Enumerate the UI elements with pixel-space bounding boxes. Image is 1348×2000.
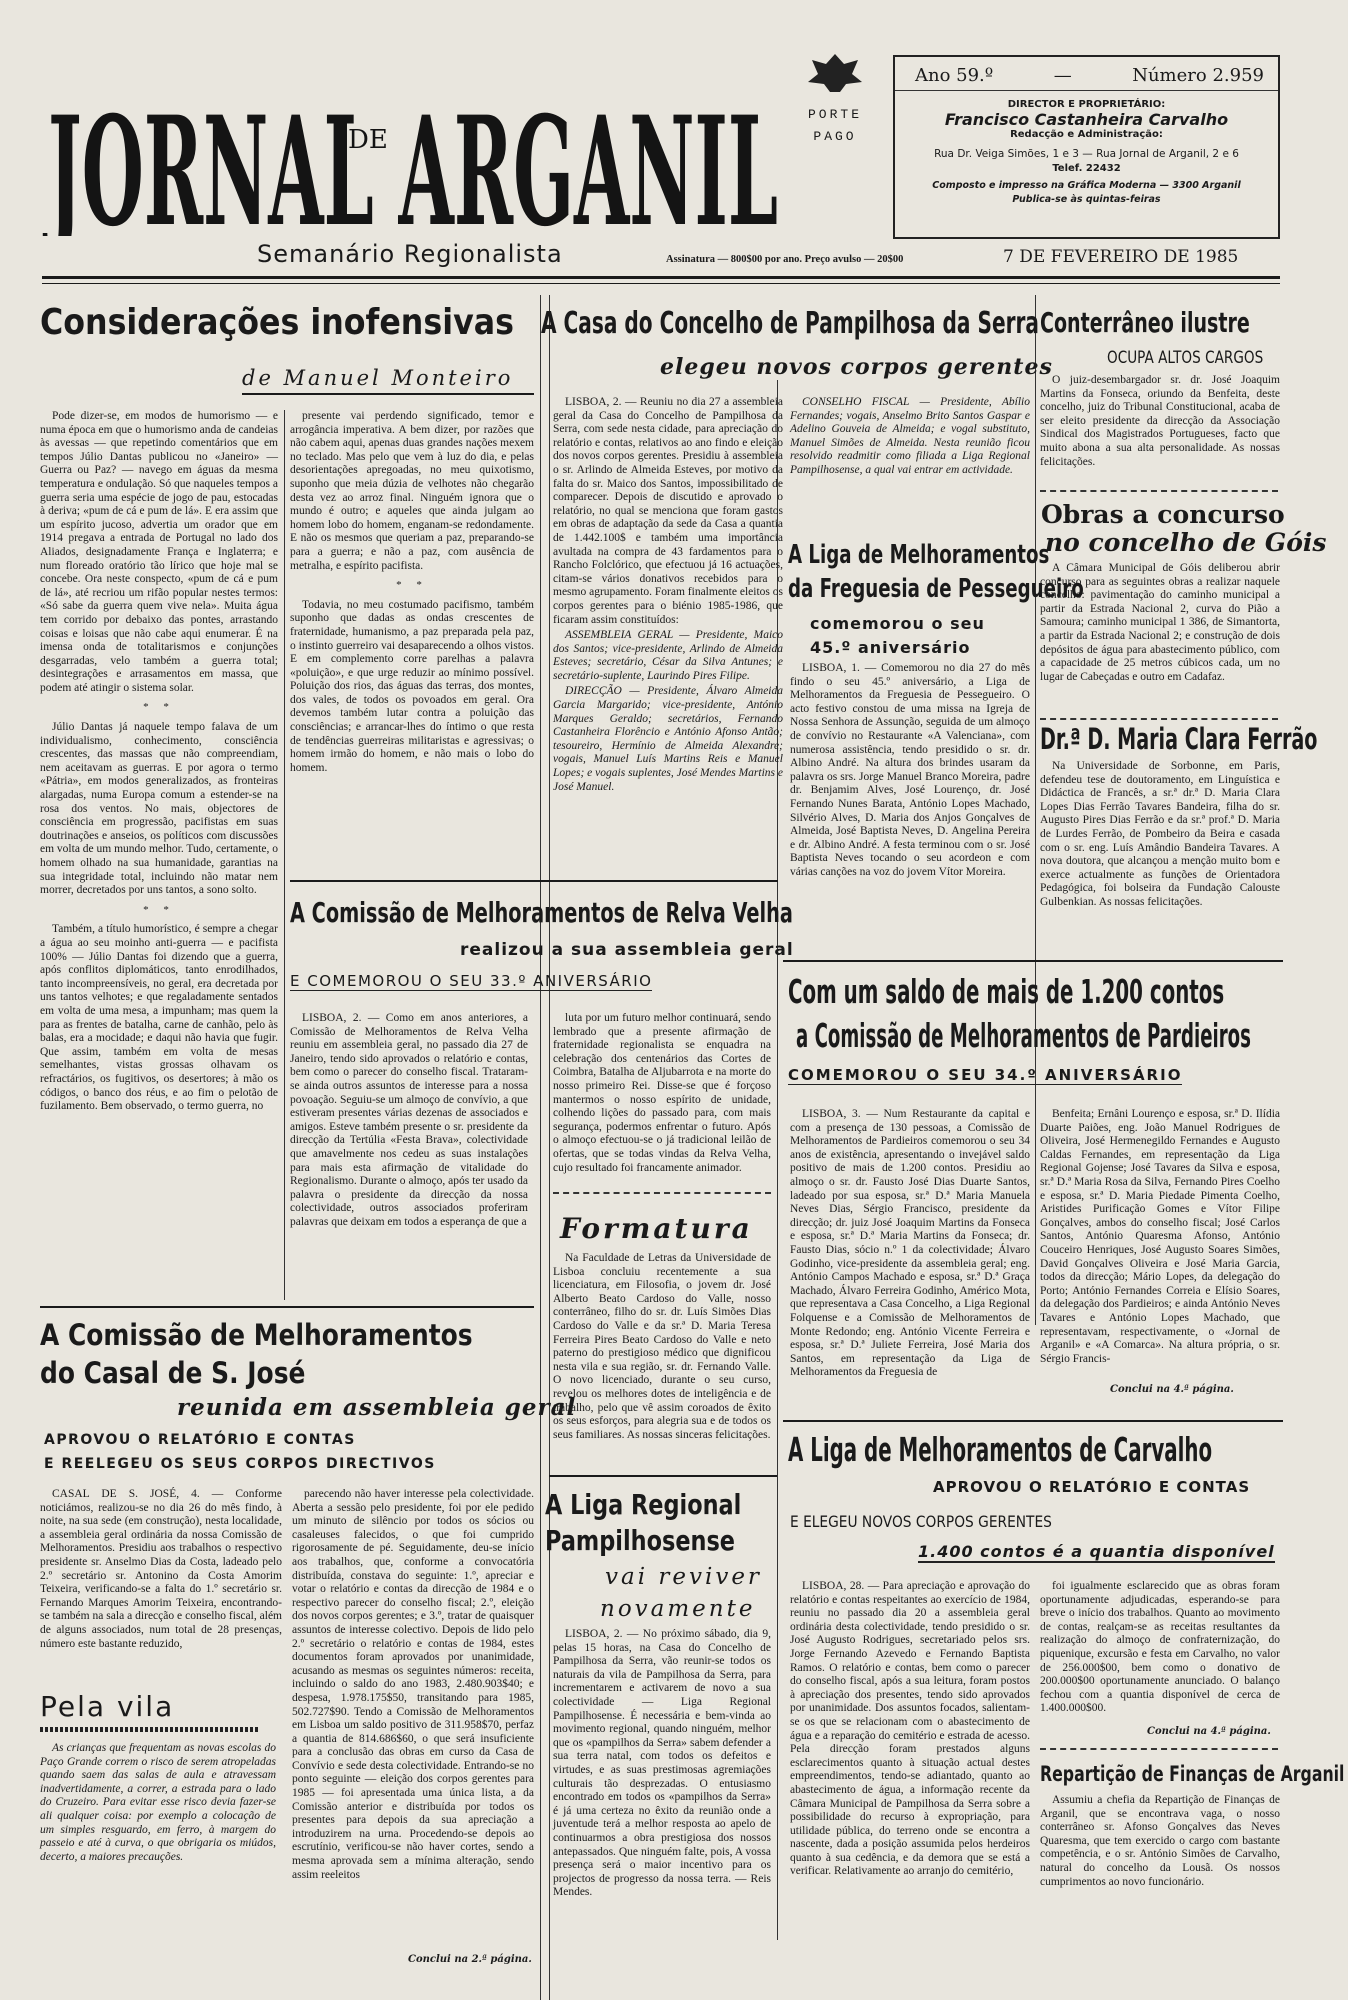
headline-relva: A Comissão de Melhoramentos de Relva Velha bbox=[290, 896, 793, 929]
subhead-casal: reunida em assembleia geral bbox=[177, 1394, 577, 1421]
crest-icon bbox=[800, 50, 870, 94]
masthead-subtitle: Semanário Regionalista bbox=[257, 240, 563, 268]
section-rule bbox=[783, 960, 1283, 962]
article-text: Assumiu a chefia da Repartição de Finanças de Arganil, que se encontrava vaga, o nosso conterrâneo sr. Afonso Gonçalves das Neves Quaresma, que tem exercido o cargo com bastante competência, e o sr. António Simões de Carvalho, natural do concelho da Lousã. Os nossos cumprimentos ao novo funcionário. bbox=[1040, 1794, 1280, 1888]
subhead-casal-3: E REELEGEU OS SEUS CORPOS DIRECTIVOS bbox=[44, 1456, 436, 1472]
relva-col2 bbox=[553, 1012, 771, 1177]
article-text: As crianças que frequentam as novas escolas do Paço Grande correm o risco de serem atropeladas quando saem das salas de aula e atravessam inadvertidamente, a correr, a estrada para o lado do Cruzeiro. Para evitar esse risco devia fazer-se ali qualquer coisa: por exemplo a colocação de um simples resguardo, em ferro, à margem do passeio e até à curva, o que obrigaria os miúdos, decerto, a maiores precauções. bbox=[40, 1742, 276, 1863]
subhead-relva-2: E COMEMOROU O SEU 33.º ANIVERSÁRIO bbox=[290, 972, 653, 990]
article-text: LISBOA, 3. — Num Restaurante da capital e com a presença de 130 pessoas, a Comissão de Melhoramentos de Pardieiros comemorou o seu 34 anos de existência, apresentando o invejável saldo positivo de mais de 1.200 contos. Presidiu ao almoço o sr. dr. Fausto José Dias Duarte Santos, ladeado por sua esposa, sr.ª D.ª Maria Manuela Neves Dias, Sérgio Francisco, presidente da direcção; dr. juiz José Joaquim Martins da Fonseca e esposa, sr.ª D.ª Maria Martins da Fonseca; dr. Fausto Dias, sócio n.º 1 da colectividade; Álvaro Godinho, vice-presidente da assembleia geral; eng. António Campos Machado e esposa, sr.ª D.ª Graça Machado, Álvaro Ferreira Godinho, Américo Mota, que representava a Casa Concelho, a Liga Regional Folquense e a Comissão de Melhoramentos de Monte Redondo; eng. António Vicente Ferreira e esposa, sr.ª D.ª Juliete Ferreira, José Maria dos Santos, em representação da Liga de Melhoramentos da Freguesia de bbox=[790, 1108, 1030, 1379]
headline-obras: Obras a concurso bbox=[1041, 500, 1285, 529]
subhead-liga-pampilhosense-2: novamente bbox=[600, 1596, 756, 1622]
redacao-label: Redacção e Administração: bbox=[1010, 129, 1163, 140]
article-text: A Câmara Municipal de Góis deliberou abrir concurso para as seguintes obras a realizar naquele concelho: pavimentação do caminho municipal a partir da Estrada Nacional 2, curva do Pião a Samoura; caminho municipal 1 386, de Simantorta, a partir da Estrada Nacional 2; e construção de dois depósitos de água para abastecimento público, com a capacidade de 25 metros cúbicos cada, um no lugar de Cabeçadas e outro em Cadafaz. bbox=[1040, 562, 1280, 683]
svg-text:DE: DE bbox=[348, 125, 388, 155]
svg-text:JORNAL ARGANIL: JORNAL ARGANIL bbox=[42, 84, 778, 236]
headline-formatura: Formatura bbox=[560, 1212, 753, 1245]
pela-vila-rule bbox=[40, 1727, 260, 1732]
headline-casal-2: do Casal de S. José bbox=[40, 1356, 306, 1390]
subhead-carvalho-1: APROVOU O RELATÓRIO E CONTAS bbox=[933, 1478, 1251, 1496]
pessegueiro-body bbox=[790, 662, 1030, 882]
subhead-pessegueiro: comemorou o seu 45.º aniversário bbox=[810, 614, 985, 657]
pela-vila-box bbox=[40, 1690, 282, 1960]
masthead-rule-thin bbox=[42, 283, 1280, 284]
article-text: foi igualmente esclarecido que as obras foram oportunamente adjudicadas, esperando-se para breve o início dos trabalhos. Quanto ao movimento de contas, realçam-se as receitas resultantes da realização do almoço de confraternização, do piquenique, excursão e festa em Carvalho, no valor de 256.000$00, bem como o donativo de 200.000$00 oportunamente anunciado. O balanço fechou com a quantia disponível de cerca de 1.400.000$00. bbox=[1040, 1580, 1280, 1715]
pardieiros-col2 bbox=[1040, 1108, 1280, 1368]
consideracoes-col2: presente vai perdendo significado, temor e arrogância imperativa. A bem dizer, por razões que não cabem aqui, apenas duas grandes nações mexem no teclado. Mas pelo que vem à luz do dia, e pelas desorientações apregoadas, no meu quixotismo, suponho que meia dúzia de velhotes não chegarão desta vez ao arroz final. Ninguém ignora que o mundo é outro; e aqueles que ainda julgam ao homem lobo do homem, enganam-se redondamente. E não os mesmos que queriam a paz, preparando-se para a guerra; e não a paz, com ausência de metralha, e espírito pacifista. * * Todavia, no meu costumado pacifismo, também suponho que dadas as ondas crescentes de fraternidade, humanismo, a paz preparada pela paz, o instinto guerreiro vai desaparecendo a olhos vistos. E em complemento corre parelhas a palavra «poluição», e que urge reduzir ao mínimo possível. Poluição dos rios, das águas das terras, dos montes, dos vales, de todos os povoados em geral. Ora devemos também lutar contra a poluição das consciências; e arrancar-lhes do íntimo o que resta de tendências guerreiras militaristas e agressivas; o homem irmão do homem, e não mais o lobo do homem. bbox=[290, 410, 534, 774]
section-rule bbox=[549, 1475, 777, 1477]
casal-col2 bbox=[292, 1488, 534, 1884]
subhead-liga-pampilhosense-1: vai reviver bbox=[605, 1564, 762, 1590]
casal-col1 bbox=[40, 1488, 282, 1653]
ferrao-body bbox=[1040, 760, 1280, 912]
carvalho-col1 bbox=[790, 1580, 1030, 1881]
pardieiros-col1 bbox=[790, 1108, 1030, 1382]
headline-ferrao: Dr.ª D. Maria Clara Ferrão bbox=[1040, 722, 1318, 756]
article-text: LISBOA, 2. — No próximo sábado, dia 9, pelas 15 horas, na Casa do Concelho de Pampilhosa da Serra, vão reunir-se todos os naturais da vila de Pampilhosa da Serra, para incrementarem e activarem de novo a sua colectividade — Liga Regional Pampilhosense. É necessária e bem-vinda ao movimento regional, quando ninguém, melhor que os «pampilhos da Serra» sabem defender a sua terra natal, com todos os defeitos e virtudes, e as suas prestimosas agremiações culturais tão desprezadas. O entusiasmo encontrado em todos os «pampilhos da Serra» é já uma certeza no êxito da reunião onde a juventude terá a melhor resposta ao apelo de continuarmos a obra prestigiosa dos nossos antepassados. Que ninguém falte, pois, A vossa presença será o maior incentivo para os projectos de progresso da nossa terra. — Reis Mendes. bbox=[553, 1628, 771, 1899]
headline-pessegueiro-2: da Freguesia de Pessegueiro bbox=[788, 574, 1084, 604]
article-text: Todavia, no meu costumado pacifismo, também suponho que dadas as ondas crescentes de fraternidade, humanismo, a paz preparada pela paz, o instinto guerreiro vai desaparecendo a olhos vistos. E em complemento corre parelhas a palavra «poluição», e que urge reduzir ao mínimo possível. Poluição dos rios, das águas das terras, dos montes, dos vales, de todos os povoados em geral. Ora devemos também lutar contra a poluição das consciências; e arrancar-lhes do íntimo o que resta de tendências guerreiras militaristas e agressivas; o homem irmão do homem, e não mais o lobo do homem. bbox=[290, 598, 534, 774]
headline-consideracoes: Considerações inofensivas bbox=[40, 302, 514, 343]
director-name: Francisco Castanheira Carvalho bbox=[944, 110, 1229, 129]
headline-liga-pampilhosense-2: Pampilhosense bbox=[545, 1524, 735, 1557]
divider bbox=[553, 1192, 771, 1194]
divider bbox=[1040, 490, 1278, 492]
masthead-logo bbox=[40, 46, 785, 236]
issue-date: 7 DE FEVEREIRO DE 1985 bbox=[1003, 247, 1239, 267]
financas-body bbox=[1040, 1794, 1280, 1891]
article-text: Benfeita; Ernâni Lourenço e esposa, sr.ª D. Ilídia Duarte Paiões, eng. João Manuel Rodrigues de Oliveira, José Hermenegildo Fernandes e Augusto Caldas Fernandes, em representação da Liga Regional Gojense; José Tavares da Silva e esposa, sr.ª D.ª Maria Rosa da Silva, Fernando Pires Coelho e esposa, sr.ª D. Maria Piedade Pimenta Coelho, Aristides Purificação Gomes e Vítor Filipe Gonçalves, ambos do conselho fiscal; José Carlos Santos, António Quaresma Afonso, António Couceiro Henriques, José Augusto Soares Simões, David Gonçalves Oliveira e José Maria Garcia, todos da direcção; Mário Lopes, da delegação do Porto; António Fernandes Correia e Elísio Soares, da delegação dos Pardieiros; e ainda António Neves Tavares e António Lopes Machado, que representavam, respectivamente, o «Jornal de Arganil» e «A Comarca». Na altura própria, o sr. Sérgio Francis- bbox=[1040, 1108, 1280, 1365]
pampilhosa-col2 bbox=[790, 396, 1030, 480]
porte-pago-badge bbox=[800, 50, 870, 160]
divider bbox=[1040, 1748, 1278, 1750]
section-rule bbox=[290, 880, 778, 882]
column-rule bbox=[549, 295, 550, 2000]
column-rule bbox=[1035, 295, 1036, 1325]
byline-rule bbox=[242, 393, 534, 395]
carvalho-col2 bbox=[1040, 1580, 1280, 1718]
pampilhosa-col1 bbox=[553, 396, 783, 796]
telef-line: Telef. 22432 bbox=[1052, 163, 1121, 174]
subhead-obras: no concelho de Góis bbox=[1045, 528, 1327, 557]
pardieiros-continua: Conclui na 4.ª página. bbox=[1110, 1384, 1234, 1395]
section-rule bbox=[783, 1420, 1283, 1422]
headline-pardieiros-2: a Comissão de Melhoramentos de Pardieiros bbox=[796, 1016, 1251, 1055]
article-text: DIRECÇÃO — Presidente, Álvaro Almeida Garcia Margarido; vice-presidente, António Marques Geraldo; secretários, Fernando Castanheira Florêncio e António Afonso Antão; tesoureiro, Hermínio de Almeida Alexandre; vogais, Manuel Luís Martins Reis e Manuel Lopes; e vogais suplentes, José Mendes Martins e José Manuel. bbox=[553, 685, 783, 793]
headline-pardieiros-1: Com um saldo de mais de 1.200 contos bbox=[788, 972, 1225, 1011]
subhead-conterraneo: OCUPA ALTOS CARGOS bbox=[1107, 348, 1264, 368]
headline-casal-1: A Comissão de Melhoramentos bbox=[40, 1318, 473, 1352]
headline-conterraneo: Conterrâneo ilustre bbox=[1040, 306, 1250, 339]
composto-line: Composto e impresso na Gráfica Moderna — 3300 Arganil bbox=[932, 180, 1241, 191]
formatura-body bbox=[553, 1252, 771, 1444]
subhead-relva: realizou a sua assembleia geral bbox=[460, 940, 794, 960]
numero-label: Número 2.959 bbox=[1132, 65, 1264, 86]
ano-label: Ano 59.º bbox=[915, 65, 994, 86]
subhead-casal-2: APROVOU O RELATÓRIO E CONTAS bbox=[44, 1432, 356, 1448]
subhead-carvalho-3: 1.400 contos é a quantia disponível bbox=[918, 1542, 1275, 1561]
article-text: Júlio Dantas já naquele tempo falava de um individualismo, conhecimento, consciência crescentes, das massas que não compreendiam, nem aceitavam as guerras. E por agora o termo «Pátria», em modos generalizados, as fronteiras alargadas, numa Europa comum a estender-se na rosa dos ventos. No mais, objectores de consciência em progressão, pacifistas em suas doutrinações e anseios, os políticos com discussões em volta de um mundo melhor. Tudo, certamente, o homem olhado na sua humanidade, garantias na sua integridade total, incluindo não matar nem morrer, decretados por uns tantos, a sono solto. bbox=[40, 721, 278, 897]
article-text: luta por um futuro melhor continuará, sendo lembrado que a presente afirmação de fraternidade regionalista se enquadra na celebração dos centenários das Cortes de Coimbra, Batalha de Aljubarrota e na morte do nosso primeiro Rei. Disse-se que é forçoso mantermos o nosso espírito de unidade, colhendo lições do passado para, com mais segurança, podermos enfrentar o futuro. Após o almoço efectuou-se o já tradicional leilão de ofertas, que se todas vindas da Relva Velha, cujo resultado foi francamente animador. bbox=[553, 1012, 771, 1174]
director-label: DIRECTOR E PROPRIETÁRIO: bbox=[1007, 99, 1166, 110]
consideracoes-col1: Pode dizer-se, em modos de humorismo — e numa época em que o humorismo anda de candeias às avessas — que repetindo comentários que em tempos Júlio Dantas publicou no «Janeiro» — Guerra ou Paz? — navego em águas da mesma temperatura e ondulação. Só que naqueles tempos a guerra seria uma espécie de jogo de pau, estocadas à deriva; «pum de cá e pum de lá». E era assim que um espírito jucoso, advertia um orador que em 1914 pregava a entrada de Portugal no lado dos Aliados, designadamente França e Inglaterra; e num floreado oratório tão lírico que hoje mal se concebe. Ora neste conspecto, «pum de cá e pum de lá», até recriou um rifão popular nestes termos: «Só sabe da guerra quem vive nela». Muita água tem corrido por debaixo das pontes, arrastando coisas e loisas que não cabe aqui enumerar. É na imensa onda de totalitarismos e conjunções desgarradas, velo também a guerra total; desintegrações e arrasamentos em massa, que podem até atingir o sistema solar. * * Júlio Dantas já naquele tempo falava de um individualismo, conhecimento, consciência crescentes, das massas que não compreendiam, nem aceitavam as guerras. E por agora o termo «Pátria», em modos generalizados, as fronteiras alargadas, numa Europa comum a estender-se na rosa dos ventos. No mais, objectores de consciência em progressão, pacifistas em suas doutrinações e anseios, os políticos com discussões em volta de um mundo melhor. Tudo, certamente, o homem olhado na sua humanidade, garantias na sua integridade total, incluindo não matar nem morrer, decretados por uns tantos, a sono solto. * * Também, a título humorístico, é sempre a chegar a água ao seu moinho anti-guerra — e pacifista 100% — Júlio Dantas foi dizendo que a guerra, após conflitos diplomáticos, tanto enrodilhados, tanto incompreensíveis, no geral, era decretada por uns tantos velhotes; e que regaladamente sentados em volta de uma mesa, a impunham; mas quem la para as frentes de batalha, carne de canhão, pelo às balas, era a mocidade; e daqui não havia que fugir. Que assim, também em volta de mesas semelhantes, vistas grossas olhavam os refractários, os fugitivos, os desertores; à mão os códigos, o banco dos réus, e ao fim o pelotão de fuzilamento. Bem observado, o termo guerra, no bbox=[40, 410, 278, 1113]
article-text: ASSEMBLEIA GERAL — Presidente, Maico dos Santos; vice-presidente, Arlindo de Almeida Esteves; secretário, César da Silva Antunes; e secretário-suplente, Laurindo Pires Filipe. bbox=[553, 629, 783, 682]
casal-continua: Conclui na 2.ª página. bbox=[408, 1954, 532, 1965]
headline-liga-pampilhosense-1: A Liga Regional bbox=[545, 1488, 742, 1521]
article-text: LISBOA, 28. — Para apreciação e aprovação do relatório e contas respeitantes ao exercício de 1984, reuniu no passado dia 20 a assembleia geral ordinária desta colectividade, tendo presidido o sr. José Augusto Rodrigues, secretariado pelos srs. Jorge Fernando Azevedo e Fernando Baptista Ramos. O relatório e contas, bem como o parecer do conselho fiscal, após a sua leitura, foram postos à apreciação dos presentes, tendo sido aprovados por unanimidade. Dos assuntos focados, salientam-se os que se relacionam com o abastecimento de água e a reparação do cemitério e estrada de acesso. Pela direcção foram prestados alguns esclarecimentos quanto à situação actual destes empreendimentos, tendo-se adiantado, quanto ao abastecimento de água, a informação recente da Câmara Municipal de Pampilhosa da Serra sobre a possibilidade do recurso à expropriação, para utilidade pública, do terreno onde se encontra a nascente, dada a posição assumida pelos herdeiros quanto à sua cedência, e da demora que se está a verificar. Relativamente ao arranjo do cemitério, bbox=[790, 1580, 1030, 1878]
headline-carvalho: A Liga de Melhoramentos de Carvalho bbox=[788, 1430, 1213, 1469]
article-text: Na Faculdade de Letras da Universidade de Lisboa concluiu recentemente a sua licenciatura, em Filosofia, o jovem dr. José Alberto Beato Cardoso do Valle, nosso conterrâneo, filho do sr. dr. Luís Simões Dias Cardoso do Valle e da sr.ª D. Maria Teresa Ferreira Pires Beato Cardoso do Valle e neto paterno do prestigioso médico que dignificou nesta vila e sua região, sr. dr. Fernando Valle. O novo licenciado, durante o seu curso, revelou os melhores dotes de inteligência e de trabalho, pelo que vê assim coroados de êxito os seus esforços, para alegria sua e de todos os seus familiares. As nossas sinceras felicitações. bbox=[553, 1252, 771, 1441]
article-text: CASAL DE S. JOSÉ, 4. — Conforme noticiámos, realizou-se no dia 26 do mês findo, à noite, na sua sede (em construção), nesta localidade, a assembleia geral ordinária da nossa Comissão de Melhoramentos. Presidiu aos trabalhos o respectivo presidente sr. Anselmo Dias da Costa, ladeado pelo 2.º secretário sr. Antonino da Costa Amorim Teixeira, verificando-se a falta do 1.º secretário sr. Fernando Marques Amorim Teixeira, encontrando-se também na sala a direcção e conselho fiscal, além de alguns associados, num total de 28 presenças, número este bastante reduzido, bbox=[40, 1488, 282, 1650]
article-text: presente vai perdendo significado, temor e arrogância imperativa. A bem dizer, por razões que não cabem aqui, apenas duas grandes nações mexem no teclado. Mas pelo que vem à luz do dia, e pelas desorientações apregoadas, no meu quixotismo, suponho que meia dúzia de velhotes não chegarão desta vez ao arroz final. Ninguém ignora que o mundo é outro; e aqueles que ainda julgam ao homem lobo do homem, enganam-se redondamente. E não os mesmos que queriam a paz, preparando-se para a guerra; e não a paz, com ausência de metralha, e espírito pacifista. bbox=[290, 410, 534, 572]
conterraneo-body bbox=[1040, 374, 1280, 471]
headline-pela-vila: Pela vila bbox=[40, 1690, 175, 1723]
info-box: Ano 59.º — Número 2.959 DIRECTOR E PROPRIETÁRIO: Francisco Castanheira Carvalho Redacção e Administração: Rua Dr. Veiga Simões, 1 e 3 — Rua Jornal de Arganil, 2 e 6 Telef. 22432 Composto e impresso na Gráfica Moderna — 3300 Arganil Publica-se às quintas-feiras bbox=[893, 55, 1280, 239]
article-text: Também, a título humorístico, é sempre a chegar a água ao seu moinho anti-guerra — e pacifista 100% — Júlio Dantas foi dizendo que a guerra, após conflitos diplomáticos, tanto enrodilhados, tanto incompreensíveis, no geral, era decretada por uns tantos velhotes; e que regaladamente sentados em volta de uma mesa, a impunham; mas quem la para as frentes de batalha, carne de canhão, pelo às balas, era a mocidade; e daqui não havia que fugir. Que assim, também em volta de mesas semelhantes, vistas grossas olhavam os refractários, os fugitivos, os desertores; à mão os códigos, o banco dos réus, e ao fim o pelotão de fuzilamento. Bem observado, o termo guerra, no bbox=[40, 923, 278, 1113]
article-text: Pode dizer-se, em modos de humorismo — e numa época em que o humorismo anda de candeias às avessas — que repetindo comentários que em tempos Júlio Dantas publicou no «Janeiro» — Guerra ou Paz? — navego em águas da mesma temperatura e ondulação. Só que naqueles tempos a guerra seria uma espécie de jogo de pau, estocadas à deriva; «pum de cá e pum de lá». E era assim que um espírito jucoso, advertia um orador que em 1914 pregava a entrada de Portugal no lado dos Aliados, designadamente França e Inglaterra; e num floreado oratório tão lírico que hoje mal se concebe. Ora neste conspecto, «pum de cá e pum de lá», até recriou um rifão popular nestes termos: «Só sabe da guerra quem vive nela». Muita água tem corrido por debaixo das pontes, arrastando coisas e loisas que não cabe aqui enumerar. É na imensa onda de totalitarismos e conjunções desgarradas, velo também a guerra total; desintegrações e arrasamentos em massa, que podem até atingir o sistema solar. bbox=[40, 410, 278, 694]
article-text: parecendo não haver interesse pela colectividade. Aberta a sessão pelo presidente, foi por ele pedido um minuto de silêncio por todos os sócios ou casaleuses falecidos, o que foi cumprido rigorosamente de pé. Seguidamente, deu-se início aos trabalhos, que, conforme a convocatória distribuída, constava do seguinte: 1.º, apreciar e votar o relatório e contas da direcção de 1984 e o respectivo parecer do conselho fiscal; 2.º, eleição dos novos corpos gerentes; e 3.º, tratar de quaisquer assuntos de interesse colectivo. Depois de lido pelo 2.º secretário o relatório e contas de 1984, estes documentos foram aprovados por unanimidade, acusando as mesmas os seguintes números: receita, incluindo o saldo do ano 1983, 2.480.903$40; e despesa, 1.978.175$50, transitando para 1985, 502.727$90. Tendo a Comissão de Melhoramentos em Lisboa um saldo positivo de 311.958$70, perfaz a quantia de 814.686$60, o que será insuficiente para a conclusão das obras em curso da Casa de Convívio e sede desta colectividade. Entrando-se no ponto seguinte — eleição dos corpos gerentes para 1985 — foi apresentada uma única lista, a da Comissão anterior e distribuída por todos os presentes para depois da sua apreciação a introduzirem na urna. Procedendo-se depois ao escrutínio, verificou-se não haver cortes, sendo a mesma aprovada sem a mínima alteração, sendo assim reeleitos bbox=[292, 1488, 534, 1881]
article-text: LISBOA, 1. — Comemorou no dia 27 do mês findo o seu 45.º aniversário, a Liga de Melhoramentos da Freguesia de Pessegueiro. O acto festivo constou de uma missa na Igreja de Nossa Senhora de Assunção, seguida de um almoço de convívio no Restaurante «A Valenciana», com numerosa assistência, tendo presidido o sr. dr. Albino André. Na altura dos brindes usaram da palavra os srs. Jorge Manuel Branco Moreira, padre dr. Benjamim Alves, José Lourenço, dr. José Fernando Nunes Barata, António Lopes Machado, Silvério Alves, D. Maria dos Anjos Gonçalves de Almeida, José Baptista Neves, D. Angelina Pereira e dr. Albino André. A festa terminou com o sr. José Baptista Neves tocando o seu acordeon e com várias canções na voz do jovem Vítor Moreira. bbox=[790, 662, 1030, 878]
column-rule bbox=[284, 410, 285, 1300]
article-text: Na Universidade de Sorbonne, em Paris, defendeu tese de doutoramento, em Linguística e Didáctica de Francês, a sr.ª dr.ª D. Maria Clara Lopes Dias Ferrão Tavares Bandeira, filha do sr. Augusto Pires Dias Ferrão e da sr.ª prof.ª D. Maria de Lurdes Ferrão, de Pombeiro da Beira e casada com o sr. eng. Luís Amândio Bandeira Tavares. A nova doutora, que alcançou a menção muito bom e exerce actualmente as funções de Orientadora Pedagógica, foi bolseira da Fundação Calouste Gulbenkian. As nossas felicitações. bbox=[1040, 760, 1280, 908]
section-rule bbox=[40, 1306, 534, 1308]
masthead-rule bbox=[42, 276, 1280, 279]
subhead-pardieiros: COMEMOROU O SEU 34.º ANIVERSÁRIO bbox=[788, 1066, 1183, 1084]
article-text: LISBOA, 2. — Reuniu no dia 27 a assembleia geral da Casa do Concelho de Pampilhosa da Serra, com sede nesta cidade, para apreciação do relatório e contas, relativos ao ano findo e eleição dos novos corpos gerentes. Presidiu à assembleia o sr. Arlindo de Almeida Esteves, por motivo da falta do sr. Maico dos Santos, impossibilitado de comparecer. Depois de discutido e aprovado o relatório, no qual se menciona que foram gastos em obras de adaptação da sede da Casa a quantia de 1.442.100$ e também uma importância avultada na compra de 43 fardamentos para o Rancho Folclórico, que efectuou já 16 actuações, citam-se vários donativos recebidos para o mesmo agrupamento. Foram finalmente eleitos os corpos gerentes para o biénio 1985-1986, que ficaram assim constituídos: bbox=[553, 396, 783, 626]
publica-line: Publica-se às quintas-feiras bbox=[1012, 194, 1161, 205]
carvalho-continua: Conclui na 4.ª página. bbox=[1147, 1726, 1271, 1737]
article-text: CONSELHO FISCAL — Presidente, Abílio Fernandes; vogais, Anselmo Brito Santos Gaspar e Adelino Gouveia de Almeida; e vogal substituto, Manuel Simões de Almeida. Nesta reunião ficou resolvido readmitir como filiada a Liga Regional Pampilhosense, a qual vai entrar em actividade. bbox=[790, 396, 1030, 476]
article-text: O juiz-desembargador sr. dr. José Joaquim Martins da Fonseca, oriundo da Benfeita, deste concelho, juiz do Tribunal Constitucional, acaba de ser eleito presidente da direcção da Associação Sindical dos Magistrados Portugueses, facto que muito abona a sua alta personalidade. As nossas felicitações. bbox=[1040, 374, 1280, 468]
relva-col1 bbox=[290, 1012, 528, 1232]
column-rule bbox=[540, 295, 541, 2000]
headline-pampilhosa: A Casa do Concelho de Pampilhosa da Serra bbox=[541, 306, 1039, 341]
subhead-carvalho-2: E ELEGEU NOVOS CORPOS GERENTES bbox=[790, 1512, 1052, 1531]
porte-pago-text: PORTE PAGO bbox=[807, 107, 862, 144]
liga-pampilhosense-body bbox=[553, 1628, 771, 1902]
headline-pessegueiro-1: A Liga de Melhoramentos bbox=[788, 540, 1050, 570]
headline-financas: Repartição de Finanças de Arganil bbox=[1040, 1762, 1345, 1786]
subscription-line: Assinatura — 800$00 por ano. Preço avulso — 20$00 bbox=[666, 254, 904, 265]
masthead-title bbox=[40, 46, 785, 236]
subhead-pampilhosa: elegeu novos corpos gerentes bbox=[660, 354, 1053, 380]
divider bbox=[1040, 718, 1278, 720]
byline-consideracoes: de Manuel Monteiro bbox=[242, 366, 514, 390]
article-text: LISBOA, 2. — Como em anos anteriores, a Comissão de Melhoramentos de Relva Velha reuniu em assembleia geral, no passado dia 27 de Janeiro, tendo sido aprovados o relatório e contas, bem como o parecer do conselho fiscal. Trataram-se ainda outros assuntos de interesse para a nossa povoação. Seguiu-se um almoço de convívio, a que estiveram presentes várias dezenas de associados e amigos. Esteve também presente o sr. presidente da direcção da Tertúlia «Festa Brava», colectividade que amavelmente nos cedeu as suas instalações para mais esta afirmação de vitalidade do Regionalismo. Durante o almoço, após ter usado da palavra o presidente da direcção da nossa colectividade, outros associados proferiram palavras que deixam em todos a esperança de que a bbox=[290, 1012, 528, 1228]
address-line: Rua Dr. Veiga Simões, 1 e 3 — Rua Jornal de Arganil, 2 e 6 bbox=[934, 148, 1239, 160]
